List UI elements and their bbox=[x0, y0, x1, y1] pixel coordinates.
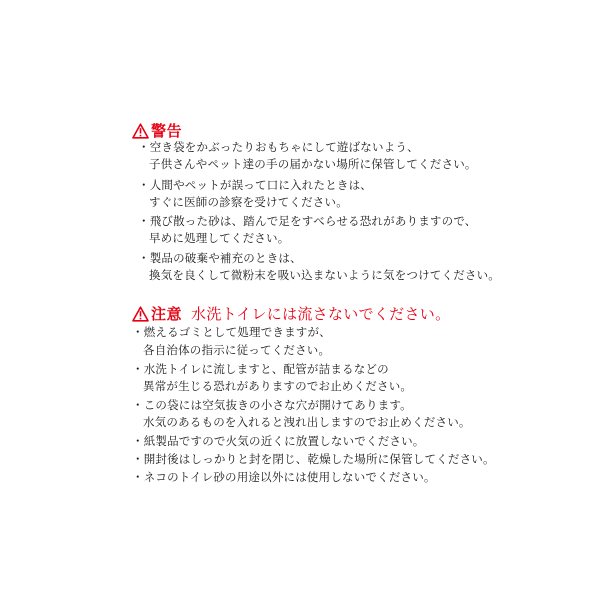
caution-line: ・開封後はしっかりと封を閉じ、乾燥した場所に保管してください。 bbox=[132, 452, 495, 466]
warning-title: 警告 bbox=[151, 122, 183, 140]
caution-line: 各自治体の指示に従ってください。 bbox=[143, 343, 331, 357]
caution-line: 異常が生じる恐れがありますのでお止めください。 bbox=[143, 379, 413, 393]
caution-line: ・この袋には空気抜きの小さな穴が開けてあります。 bbox=[132, 398, 412, 412]
warning-line: 早めに処理してください。 bbox=[149, 231, 290, 245]
warning-line: ・人間やペットが誤って口に入れたときは、 bbox=[138, 178, 372, 192]
caution-line: 水気のあるものを入れると洩れ出しますのでお止めください。 bbox=[143, 415, 471, 429]
warning-line: ・製品の破棄や補充のときは、 bbox=[138, 251, 302, 265]
caution-subtitle: 水洗トイレには流さないでください。 bbox=[191, 305, 451, 323]
caution-title: 注意 bbox=[151, 305, 183, 323]
warning-heading bbox=[132, 120, 182, 141]
caution-heading bbox=[132, 303, 450, 324]
warning-line: すぐに医師の診察を受けてください。 bbox=[149, 195, 348, 209]
warning-triangle-icon bbox=[132, 306, 149, 322]
warning-line: ・飛び散った砂は、踏んで足をすべらせる恐れがありますので、 bbox=[138, 214, 477, 228]
caution-line: ・ネコのトイレ砂の用途以外には使用しないでください。 bbox=[132, 470, 436, 484]
warning-line: 換気を良くして微粉末を吸い込まないように気をつけてください。 bbox=[149, 268, 500, 282]
warning-line: ・空き袋をかぶったりおもちゃにして遊ばないよう、 bbox=[138, 140, 419, 154]
caution-line: ・水洗トイレに流しますと、配管が詰まるなどの bbox=[132, 362, 389, 376]
warning-line: 子供さんやペット達の手の届かない場所に保管してください。 bbox=[149, 157, 477, 171]
warning-triangle-icon bbox=[132, 123, 149, 139]
caution-line: ・紙製品ですので火気の近くに放置しないでください。 bbox=[132, 434, 425, 448]
caution-line: ・燃えるゴミとして処理できますが、 bbox=[132, 325, 331, 339]
